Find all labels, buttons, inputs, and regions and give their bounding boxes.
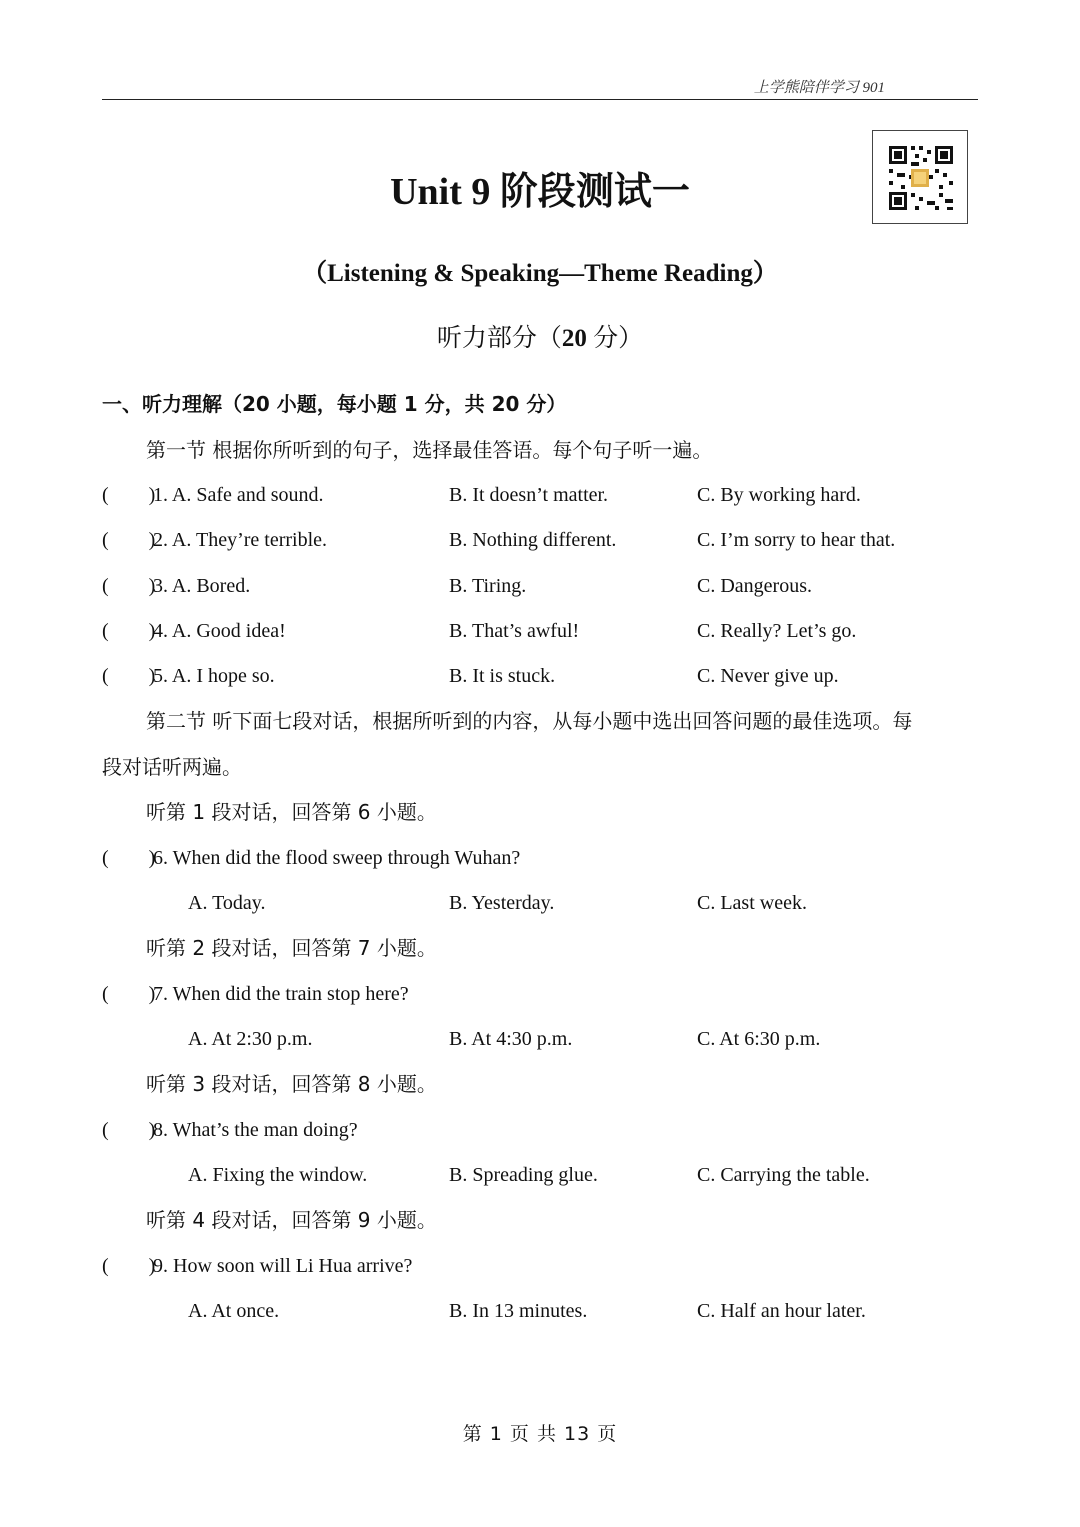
option-b: B. That’s awful! (449, 620, 580, 642)
option-a: 1. A. Safe and sound. (153, 484, 324, 506)
question-text: 6. When did the flood sweep through Wuhan? (153, 847, 521, 869)
answer-blank[interactable]: ( ) (102, 983, 156, 1005)
answer-blank[interactable]: ( ) (102, 665, 156, 687)
option-c: C. Really? Let’s go. (697, 620, 857, 642)
option-c: C. At 6:30 p.m. (697, 1028, 821, 1050)
part-heading (0, 318, 1080, 354)
answer-blank[interactable]: ( ) (102, 484, 156, 506)
part1-instructions: 第一节 根据你所听到的句子，选择最佳答语。每个句子听一遍。 (146, 438, 713, 462)
header-text: 上学熊陪伴学习 901 (753, 80, 885, 96)
dialogue-intro: 听第 1 段对话，回答第 6 小题。 (146, 800, 437, 824)
option-b: B. Spreading glue. (449, 1164, 598, 1186)
question-text: 9. How soon will Li Hua arrive? (153, 1255, 413, 1277)
answer-blank[interactable]: ( ) (102, 575, 156, 597)
page-number: 第 1 页 共 13 页 (462, 1423, 618, 1445)
part2-instructions-line1: 第二节 听下面七段对话，根据所听到的内容，从每小题中选出回答问题的最佳选项。每 (146, 709, 913, 733)
option-b: B. Nothing different. (449, 529, 617, 551)
part-label: 听力部分（ (436, 325, 562, 352)
option-a: A. Fixing the window. (188, 1164, 368, 1186)
part2-instructions-line2: 段对话听两遍。 (102, 755, 242, 779)
option-b: B. Tiring. (449, 575, 527, 597)
answer-blank[interactable]: ( ) (102, 1119, 156, 1141)
part-suffix: 分） (586, 325, 644, 352)
answer-blank[interactable]: ( ) (102, 1255, 156, 1277)
option-c: C. Dangerous. (697, 575, 812, 597)
option-b: B. It doesn’t matter. (449, 484, 609, 506)
answer-blank[interactable]: ( ) (102, 847, 156, 869)
answer-blank[interactable]: ( ) (102, 620, 156, 642)
option-c: C. Last week. (697, 892, 807, 914)
option-c: C. Carrying the table. (697, 1164, 870, 1186)
question-text: 8. What’s the man doing? (153, 1119, 358, 1141)
option-c: C. I’m sorry to hear that. (697, 529, 896, 551)
part-score: 20 (561, 325, 587, 352)
option-a: 5. A. I hope so. (153, 665, 275, 687)
option-a: 2. A. They’re terrible. (153, 529, 328, 551)
option-a: A. At 2:30 p.m. (188, 1028, 313, 1050)
option-c: C. By working hard. (697, 484, 861, 506)
option-a: A. At once. (188, 1300, 280, 1322)
option-a: 3. A. Bored. (153, 575, 251, 597)
option-b: B. At 4:30 p.m. (449, 1028, 573, 1050)
page-subtitle: （Listening & Speaking—Theme Reading） (302, 260, 778, 287)
section-heading: 一、听力理解（20 小题，每小题 1 分，共 20 分） (102, 392, 567, 416)
option-b: B. In 13 minutes. (449, 1300, 588, 1322)
dialogue-intro: 听第 2 段对话，回答第 7 小题。 (146, 936, 437, 960)
option-a: 4. A. Good idea! (153, 620, 286, 642)
option-c: C. Never give up. (697, 665, 839, 687)
option-b: B. It is stuck. (449, 665, 556, 687)
page-title: Unit 9 阶段测试一 (390, 171, 690, 213)
header-rule (102, 99, 978, 100)
dialogue-intro: 听第 4 段对话，回答第 9 小题。 (146, 1208, 437, 1232)
option-b: B. Yesterday. (449, 892, 555, 914)
answer-blank[interactable]: ( ) (102, 529, 156, 551)
dialogue-intro: 听第 3 段对话，回答第 8 小题。 (146, 1072, 437, 1096)
question-text: 7. When did the train stop here? (153, 983, 409, 1005)
option-a: A. Today. (188, 892, 266, 914)
option-c: C. Half an hour later. (697, 1300, 866, 1322)
